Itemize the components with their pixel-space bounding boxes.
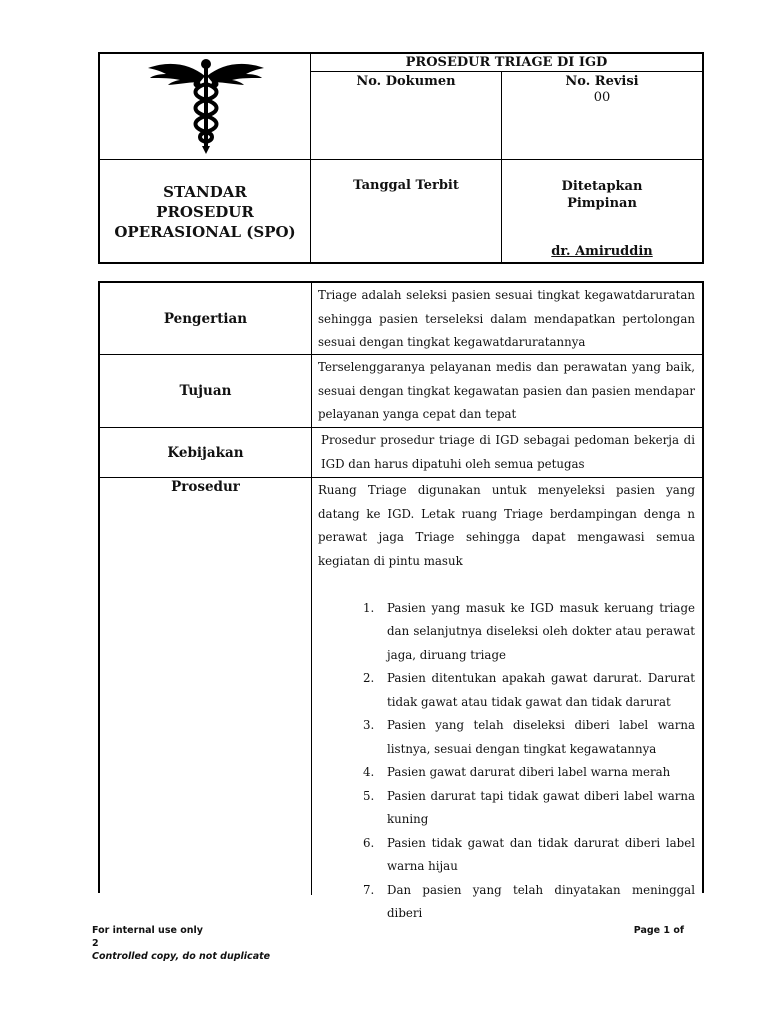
- pengertian-text: Triage adalah seleksi pasien sesuai tingkat kegawatdaruratan sehingga pasien terseleksi dalam mendapatkan pertolongan sesuai dengan tingkat kegawatdaruratannya: [318, 288, 695, 349]
- spo-line-1: STANDAR: [163, 183, 247, 201]
- pengertian-label: Pengertian: [100, 283, 312, 354]
- row-prosedur: [100, 478, 702, 920]
- document-title: PROSEDUR TRIAGE DI IGD: [311, 54, 702, 72]
- prosedur-content: [311, 478, 702, 926]
- procedure-table: [98, 281, 704, 920]
- row-pengertian: [100, 283, 702, 355]
- page-label: Page 1 of: [633, 925, 684, 936]
- spo-line-3: OPERASIONAL (SPO): [114, 223, 296, 241]
- document-header-table: [98, 52, 704, 264]
- no-revisi-value: 00: [593, 90, 611, 105]
- list-item: [318, 597, 695, 668]
- pimpinan-name: dr. Amiruddin: [551, 244, 653, 259]
- step-number: 1.: [363, 600, 375, 615]
- row-tujuan: [100, 355, 702, 428]
- step-text: Dan pasien yang telah dinyatakan meninggal diberi: [387, 882, 695, 920]
- prosedur-intro: Ruang Triage digunakan untuk menyeleksi pasien yang datang ke IGD. Letak ruang Triage berdampingan denga n perawat jaga Triage sehingga dapat mengawasi semua kegiatan di pintu masuk: [318, 483, 695, 568]
- logo-cell: [100, 54, 311, 160]
- ditetapkan-label: Ditetapkan: [561, 179, 643, 194]
- tujuan-label: Tujuan: [100, 355, 312, 427]
- step-number: 5.: [363, 788, 375, 803]
- row-kebijakan: [100, 428, 702, 478]
- no-revisi-cell: [502, 72, 702, 160]
- list-item: [318, 785, 695, 832]
- step-text: Pasien gawat darurat diberi label warna merah: [387, 765, 671, 779]
- step-number: 2.: [363, 671, 375, 685]
- step-text: Pasien yang telah diseleksi diberi label warna listnya, sesuai dengan tingkat kegawatannya: [387, 718, 695, 756]
- step-text: Pasien darurat tapi tidak gawat diberi label warna kuning: [387, 788, 695, 826]
- list-item: [318, 714, 695, 761]
- spo-title: [100, 160, 311, 262]
- kebijakan-label: Kebijakan: [100, 428, 312, 477]
- no-revisi-label: No. Revisi: [565, 74, 639, 89]
- prosedur-label: Prosedur: [100, 478, 312, 895]
- tanggal-terbit-label: Tanggal Terbit: [311, 160, 502, 262]
- pimpinan-label: Pimpinan: [567, 196, 637, 211]
- internal-use-note: For internal use only: [92, 925, 203, 936]
- list-item: [318, 832, 695, 879]
- controlled-copy-note: Controlled copy, do not duplicate: [92, 951, 271, 962]
- caduceus-icon: [100, 54, 311, 158]
- step-number: 6.: [363, 835, 375, 850]
- step-text: Pasien yang masuk ke IGD masuk keruang triage dan selanjutnya diseleksi oleh dokter atau perawat jaga, diruang triage: [387, 600, 695, 662]
- page-footer: [92, 924, 692, 963]
- list-item: [318, 879, 695, 926]
- prosedur-steps: [318, 597, 695, 926]
- page-total: 2: [92, 938, 99, 949]
- spo-line-2: PROSEDUR: [156, 203, 254, 221]
- tujuan-text: Terselenggaranya pelayanan medis dan perawatan yang baik, sesuai dengan tingkat kegawatan pasien dan pasien mendapar pelayanan yanga cepat dan tepat: [318, 360, 695, 421]
- step-number: 7.: [363, 882, 375, 897]
- step-number: 3.: [363, 718, 375, 732]
- kebijakan-text: Prosedur prosedur triage di IGD sebagai pedoman bekerja di IGD dan harus dipatuhi oleh semua petugas: [321, 433, 695, 471]
- step-text: Pasien ditentukan apakah gawat darurat. Darurat tidak gawat atau tidak gawat dan tidak darurat: [387, 671, 695, 709]
- step-text: Pasien tidak gawat dan tidak darurat diberi label warna hijau: [387, 835, 695, 873]
- list-item: [318, 761, 695, 785]
- step-number: 4.: [363, 765, 375, 779]
- no-dokumen-label: No. Dokumen: [311, 72, 502, 160]
- ditetapkan-cell: [502, 160, 702, 262]
- list-item: [318, 667, 695, 714]
